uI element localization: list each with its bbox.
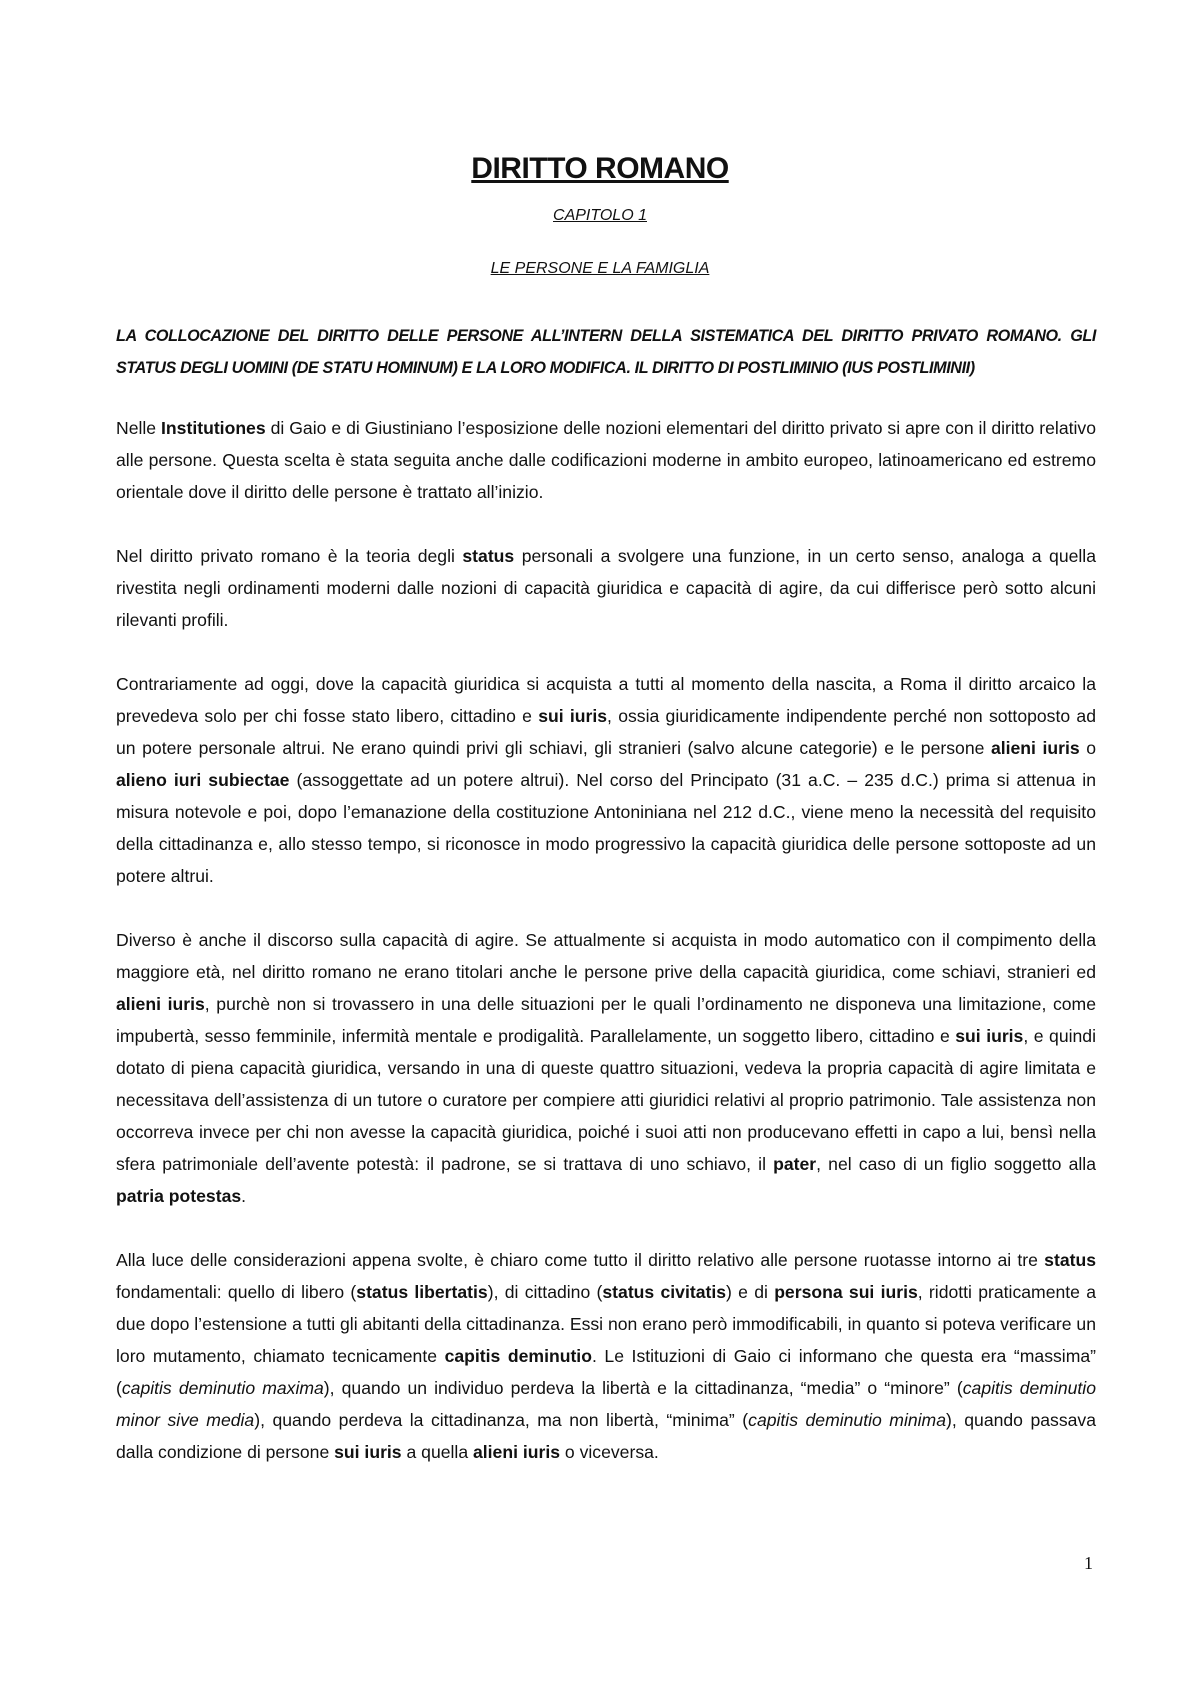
paragraph-2 [116,540,1096,636]
italic-term: capitis deminutio minima [748,1410,946,1430]
text-run: o viceversa. [560,1442,659,1462]
text-run: . [241,1186,247,1206]
text-run: a quella [401,1442,473,1462]
bold-term: alieni iuris [473,1442,561,1462]
text-run: , ossia giuridicamente indipendente perché non sottoposto ad un potere personale altrui. Ne erano quindi privi gli schiavi, gli stranieri (salvo alcune categorie) e le persone [116,706,1096,758]
text-run: Alla luce delle considerazioni appena svolte, è chiaro come tutto il diritto relativo alle persone ruotasse intorno ai tre [116,1250,1045,1270]
paragraph-4 [116,924,1096,1212]
section-heading: LA COLLOCAZIONE DEL DIRITTO DELLE PERSONE ALL’INTERN DELLA SISTEMATICA DEL DIRITTO PRIVATO ROMANO. GLI STATUS DEGLI UOMINI (DE STATU HOMINUM) E LA LORO MODIFICA. IL DIRITTO DI POSTLIMINIO (IUS POSTLIMINII) [116,327,1096,377]
text-run: personali a svolgere una funzione, in un certo senso, analoga a quella rivestita negli ordinamenti moderni dalle nozioni di capacità giuridica e capacità di agire, da cui differisce però sotto alcuni rilevanti profili. [116,546,1096,630]
text-run: ), quando un individuo perdeva la libertà e la cittadinanza, “media” o “minore” ( [323,1378,963,1398]
paragraph-1 [116,412,1096,508]
bold-term: sui iuris [334,1442,402,1462]
bold-term: sui iuris [538,706,608,726]
text-run: Nelle [116,418,162,438]
text-run: . Le Istituzioni di Gaio ci informano che questa era “massima” ( [116,1346,1097,1398]
text-run: di Gaio e di Giustiniano l’esposizione delle nozioni elementari del diritto privato si apre con il diritto relativo alle persone. Questa scelta è stata seguita anche dalle codificazioni moderne in ambito europeo, latinoamericano ed estremo orientale dove il diritto delle persone è trattato all’inizio. [116,418,1097,502]
bold-term: alieno iuri subiectae [116,770,290,790]
text-run: ), quando perdeva la cittadinanza, ma non libertà, “minima” ( [254,1410,749,1430]
bold-term: status civitatis [602,1282,727,1302]
bold-term: alieni iuris [116,994,205,1014]
chapter-title: LE PERSONE E LA FAMIGLIA [490,260,710,277]
text-run: ), di cittadino ( [487,1282,603,1302]
bold-term: pater [773,1154,817,1174]
bold-term: sui iuris [955,1026,1024,1046]
bold-term: status [1044,1250,1096,1270]
text-run: (assoggettate ad un potere altrui). Nel corso del Principato (31 a.C. – 235 d.C.) prima si attenua in misura notevole e poi, dopo l’emanazione della costituzione Antoniniana nel 212 d.C., viene meno la necessità del requisito della cittadinanza e, allo stesso tempo, si riconosce in modo progressivo la capacità giuridica delle persone sottoposte ad un potere altrui. [116,770,1096,886]
bold-term: status [462,546,515,566]
body-text [116,412,1096,1500]
page-number: 1 [1084,1553,1093,1573]
text-run: ) e di [726,1282,775,1302]
bold-term: Institutiones [161,418,266,438]
bold-term: alieni iuris [990,738,1080,758]
bold-term: capitis deminutio [444,1346,592,1366]
bold-term: persona sui iuris [774,1282,918,1302]
document-title: DIRITTO ROMANO [471,152,729,185]
italic-term: capitis deminutio minor sive media [116,1378,1096,1430]
chapter-label: CAPITOLO 1 [553,207,647,224]
bold-term: patria potestas [116,1186,242,1206]
paragraph-5 [116,1244,1096,1468]
text-run: fondamentali: quello di libero ( [116,1282,357,1302]
text-run: Diverso è anche il discorso sulla capacità di agire. Se attualmente si acquista in modo automatico con il compimento della maggiore età, nel diritto romano ne erano titolari anche le persone prive della capacità giuridica, come schiavi, stranieri ed [116,930,1096,982]
text-run: Contrariamente ad oggi, dove la capacità giuridica si acquista a tutti al momento della nascita, a Roma il diritto arcaico la prevedeva solo per chi fosse stato libero, cittadino e [116,674,1096,726]
bold-term: status libertatis [356,1282,488,1302]
text-run: o [1079,738,1096,758]
text-run: Nel diritto privato romano è la teoria degli [116,546,463,566]
italic-term: capitis deminutio maxima [121,1378,324,1398]
text-run: , e quindi dotato di piena capacità giuridica, versando in una di queste quattro situazioni, vedeva la propria capacità di agire limitata e necessitava dell’assistenza di un tutore o curatore per compiere atti giuridici relativi al proprio patrimonio. Tale assistenza non occorreva invece per chi non avesse la capacità giuridica, poiché i suoi atti non producevano effetti in capo a lui, bensì nella sfera patrimoniale dell’avente potestà: il padrone, se si trattava di uno schiavo, il [116,1026,1096,1174]
text-run: , ridotti praticamente a due dopo l’estensione a tutti gli abitanti della cittadinanza. Essi non erano però immodificabili, in quanto si poteva verificare un loro mutamento, chiamato tecnicamente [116,1282,1096,1366]
paragraph-3 [116,668,1096,892]
text-run: ), quando passava dalla condizione di persone [116,1410,1096,1462]
text-run: , purchè non si trovassero in una delle situazioni per le quali l’ordinamento ne disponeva una limitazione, come impubertà, sesso femminile, infermità mentale e prodigalità. Parallelamente, un soggetto libero, cittadino e [116,994,1096,1046]
text-run: , nel caso di un figlio soggetto alla [816,1154,1096,1174]
